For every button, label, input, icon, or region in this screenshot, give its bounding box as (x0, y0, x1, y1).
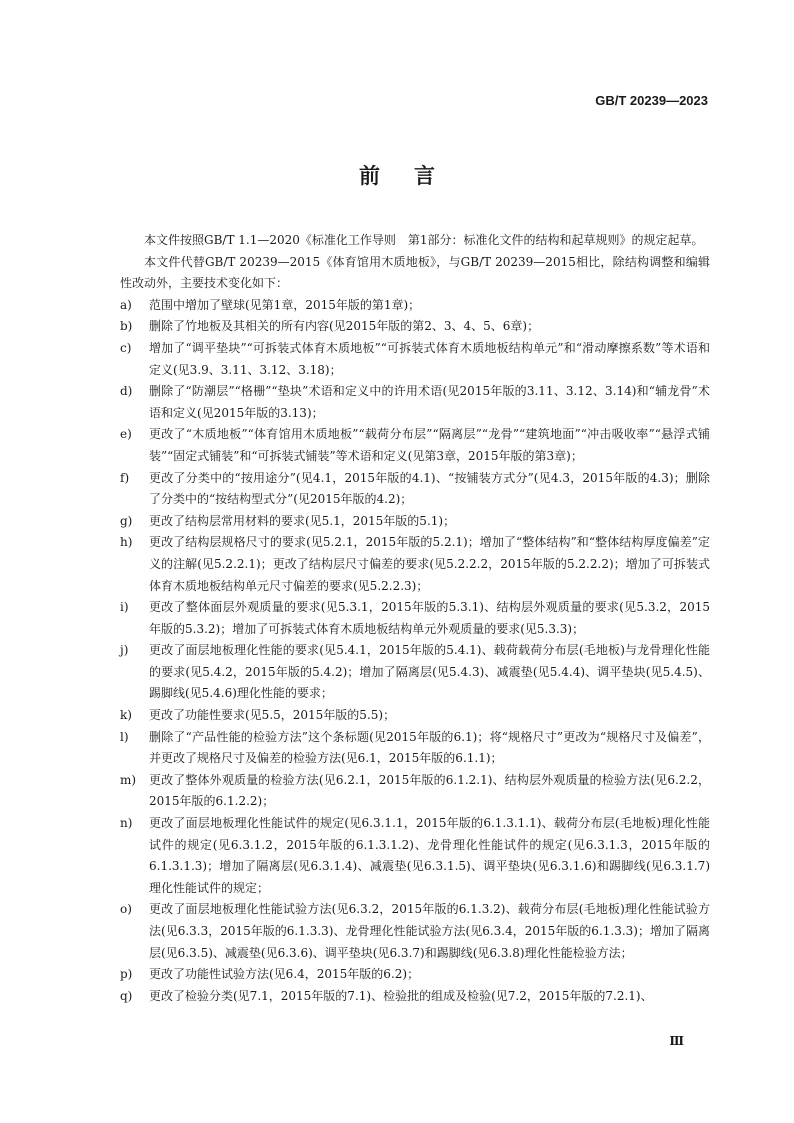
intro-paragraph: 本文件按照GB/T 1.1—2020《标准化工作导则 第1部分：标准化文件的结构和起草规则》的规定起草。 (144, 233, 704, 247)
list-marker: o) (120, 902, 132, 917)
list-marker: l) (120, 729, 129, 744)
list-marker: j) (120, 643, 129, 658)
list-item-text: 更改了面层地板理化性能试验方法(见6.3.2，2015年版的6.1.3.2)、载荷分布层(毛地板)理化性能试验方法(见6.3.3，2015年版的6.1.3.3)、龙骨理化性能试验方法(见6.3.4，2015年版的6.1.3.3)；增加了隔离层(见6.3.5)、减震垫(见6.3.6)、调平垫块(见6.3.7)和踢脚线(见6.3.8)理化性能检验方法； (149, 902, 710, 960)
list-item (120, 640, 710, 705)
list-item (120, 727, 710, 770)
page-title: 前言 (359, 164, 469, 188)
list-item-text: 更改了分类中的“按用途分”(见4.1，2015年版的4.1)、“按铺装方式分”(见4.3，2015年版的4.3)；删除了分类中的“按结构型式分”(见2015年版的4.2)； (149, 470, 710, 507)
list-marker: n) (120, 816, 133, 831)
list-item (120, 597, 710, 640)
changes-list (120, 295, 710, 1008)
list-item (120, 813, 710, 899)
list-item-text: 范围中增加了壁球(见第1章，2015年版的第1章)； (149, 297, 421, 312)
list-item (120, 964, 710, 986)
list-item (120, 899, 710, 964)
list-item-text: 增加了“调平垫块”“可拆装式体育木质地板”“可拆装式体育木质地板结构单元”和“滑动摩擦系数”等术语和定义(见3.9、3.11、3.12、3.18)； (149, 340, 710, 377)
list-marker: q) (120, 988, 133, 1003)
list-item (120, 468, 710, 511)
list-item-text: 更改了整体面层外观质量的要求(见5.3.1，2015年版的5.3.1)、结构层外观质量的要求(见5.3.2，2015年版的5.3.2)；增加了可拆装式体育木质地板结构单元外观质量的要求(见5.3.3)； (149, 600, 710, 636)
list-item-text: 更改了结构层常用材料的要求(见5.1，2015年版的5.1)； (149, 513, 456, 528)
list-item (120, 338, 710, 381)
page-number: Ⅲ (669, 1034, 684, 1048)
list-item-text: 删除了“防潮层”“格栅”“垫块”术语和定义中的许用术语(见2015年版的3.11、3.12、3.14)和“辅龙骨”术语和定义(见2015年版的3.13)； (149, 384, 710, 420)
list-marker: a) (120, 297, 132, 312)
list-item (120, 316, 710, 338)
list-marker: i) (120, 600, 129, 615)
list-item-text: 更改了整体外观质量的检验方法(见6.2.1，2015年版的6.1.2.1)、结构层外观质量的检验方法(见6.2.2，2015年版的6.1.2.2)； (149, 772, 710, 809)
list-marker: m) (120, 772, 137, 787)
intro-paragraph: 本文件代替GB/T 20239—2015《体育馆用木质地板》，与GB/T 20239—2015相比，除结构调整和编辑性改动外，主要技术变化如下： (120, 254, 710, 291)
list-marker: f) (120, 470, 130, 485)
list-item-text: 更改了面层地板理化性能试件的规定(见6.3.1.1，2015年版的6.1.3.1.1)、载荷分布层(毛地板)理化性能试件的规定(见6.3.1.2，2015年版的6.1.3.1.2)、龙骨理化性能试件的规定(见6.3.1.3，2015年版的6.1.3.1.3)；增加了隔离层(见6.3.1.4)、减震垫(见6.3.1.5)、调平垫块(见6.3.1.6)和踢脚线(见6.3.1.7)理化性能试件的规定； (149, 816, 710, 895)
list-marker: d) (120, 384, 133, 399)
list-item-text: 更改了“木质地板”“体育馆用木质地板”“载荷分布层”“隔离层”“龙骨”“建筑地面”“冲击吸收率”“悬浮式铺装”“固定式铺装”和“可拆装式铺装”等术语和定义(见第3章，2015年版的第3章)； (149, 427, 710, 463)
list-item (120, 986, 710, 1008)
list-item (120, 532, 710, 597)
list-item-text: 更改了面层地板理化性能的要求(见5.4.1，2015年版的5.4.1)、载荷载荷分布层(毛地板)与龙骨理化性能的要求(见5.4.2，2015年版的5.4.2)；增加了隔离层(见5.4.3)、减震垫(见5.4.4)、调平垫块(见5.4.5)、踢脚线(见5.4.6)理化性能的要求； (149, 643, 710, 701)
list-item-text: 删除了“产品性能的检验方法”这个条标题(见2015年版的6.1)；将“规格尺寸”更改为“规格尺寸及偏差”，并更改了规格尺寸及偏差的检验方法(见6.1，2015年版的6.1.1)； (149, 729, 710, 766)
list-item (120, 511, 710, 533)
standard-number: GB/T 20239—2023 (595, 93, 708, 108)
list-marker: e) (120, 427, 132, 442)
list-marker: c) (120, 340, 132, 355)
list-item-text: 删除了竹地板及其相关的所有内容(见2015年版的第2、3、4、5、6章)； (149, 319, 540, 334)
document-body (120, 230, 710, 1007)
list-item (120, 770, 710, 813)
list-marker: b) (120, 319, 133, 334)
list-item (120, 705, 710, 727)
list-item-text: 更改了检验分类(见7.1，2015年版的7.1)、检验批的组成及检验(见7.2，2015年版的7.2.1)、 (149, 988, 653, 1003)
list-item (120, 295, 710, 317)
list-item (120, 424, 710, 467)
list-marker: g) (120, 513, 133, 528)
list-marker: h) (120, 535, 133, 550)
list-item-text: 更改了功能性试验方法(见6.4，2015年版的6.2)； (149, 967, 420, 982)
list-marker: p) (120, 967, 133, 982)
list-marker: k) (120, 708, 132, 723)
list-item-text: 更改了结构层规格尺寸的要求(见5.2.1，2015年版的5.2.1)；增加了“整体结构”和“整体结构厚度偏差”定义的注解(见5.2.2.1)；更改了结构层尺寸偏差的要求(见5.2.2.2，2015年版的5.2.2.2)；增加了可拆装式体育木质地板结构单元尺寸偏差的要求(见5.2.2.3)； (149, 535, 710, 593)
list-item-text: 更改了功能性要求(见5.5，2015年版的5.5)； (149, 708, 396, 723)
list-item (120, 381, 710, 424)
